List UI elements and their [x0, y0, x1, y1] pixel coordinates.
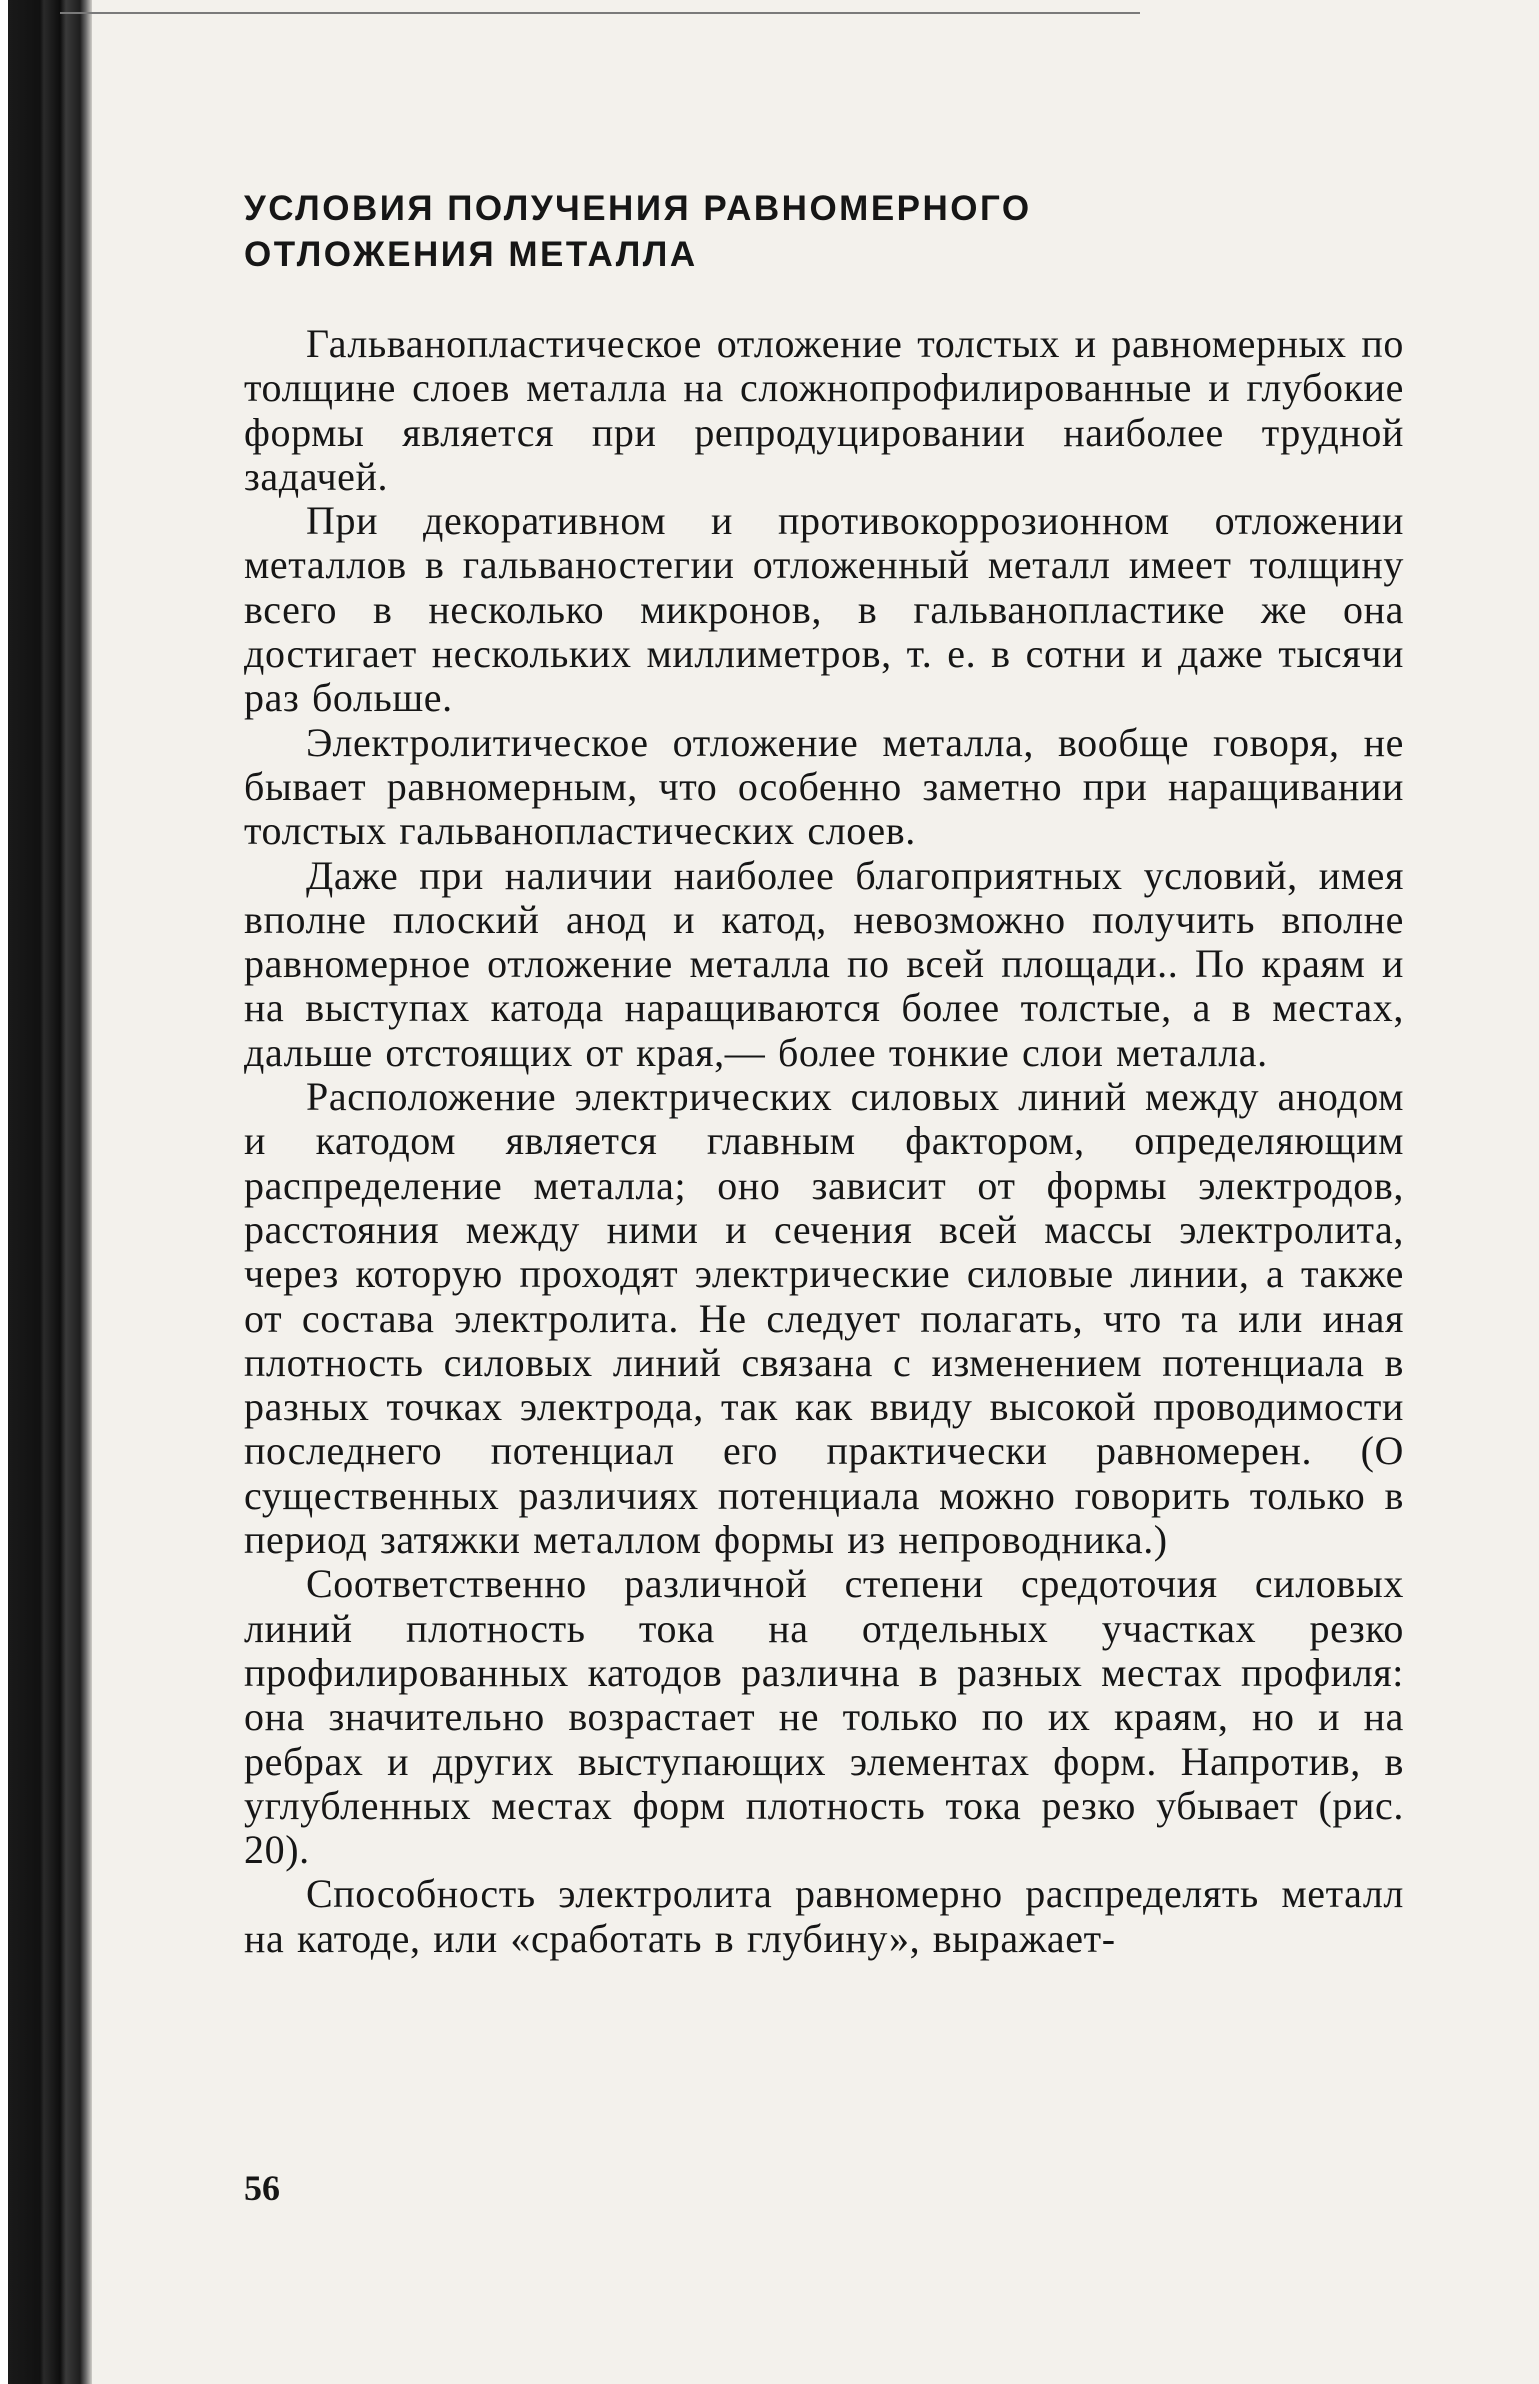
paragraph-2: При декоративном и противокоррозионном отложении металлов в гальваностегии отложенный металл имеет толщину всего в несколько микронов, в гальванопластике же она достигает нескольких миллиметров, т. е. в сотни и даже тысячи раз больше.	[244, 498, 1404, 721]
paragraph-5: Расположение электрических силовых линий между анодом и катодом является главным фактором, определяющим распределение металла; оно зависит от формы электродов, расстояния между ними и сечения всей массы электролита, через которую проходят электрические силовые линии, а также от состава электролита. Не следует полагать, что та или иная плотность силовых линий связана с изменением потенциала в разных точках электрода, так как ввиду высокой проводимости последнего потенциал его практически равномерен. (О существенных различиях потенциала можно говорить только в период затяжки металлом формы из непроводника.)	[244, 1074, 1404, 1563]
body-text	[244, 322, 1404, 1961]
page-top-edge	[60, 12, 1140, 14]
section-heading-line-1: УСЛОВИЯ ПОЛУЧЕНИЯ РАВНОМЕРНОГО	[244, 189, 1032, 228]
paragraph-1: Гальванопластическое отложение толстых и равномерных по толщине слоев металла на сложнопрофилированные и глубокие формы является при репродуцировании наиболее трудной задачей.	[244, 321, 1404, 499]
paragraph-6: Соответственно различной степени средоточия силовых линий плотность тока на отдельных участках резко профилированных катодов различна в разных местах профиля: она значительно возрастает не только по их краям, но и на ребрах и других выступающих элементах форм. Напротив, в углубленных местах форм плотность тока резко убывает (рис. 20).	[244, 1561, 1404, 1873]
paragraph-4: Даже при наличии наиболее благоприятных условий, имея вполне плоский анод и катод, невозможно получить вполне равномерное отложение металла по всей площади.. По краям и на выступах катода наращиваются более толстые, а в местах, дальше отстоящих от края,— более тонкие слои металла.	[244, 852, 1404, 1075]
book-binding-shadow	[0, 0, 92, 2384]
paragraph-3: Электролитическое отложение металла, вообще говоря, не бывает равномерным, что особенно заметно при наращивании толстых гальванопластических слоев.	[244, 719, 1404, 854]
paragraph-7: Способность электролита равномерно распределять металл на катоде, или «сработать в глубину», выражает-	[244, 1871, 1404, 1961]
section-heading-line-2: ОТЛОЖЕНИЯ МЕТАЛЛА	[244, 235, 698, 274]
section-heading	[244, 186, 1344, 278]
page-number: 56	[244, 2168, 280, 2208]
